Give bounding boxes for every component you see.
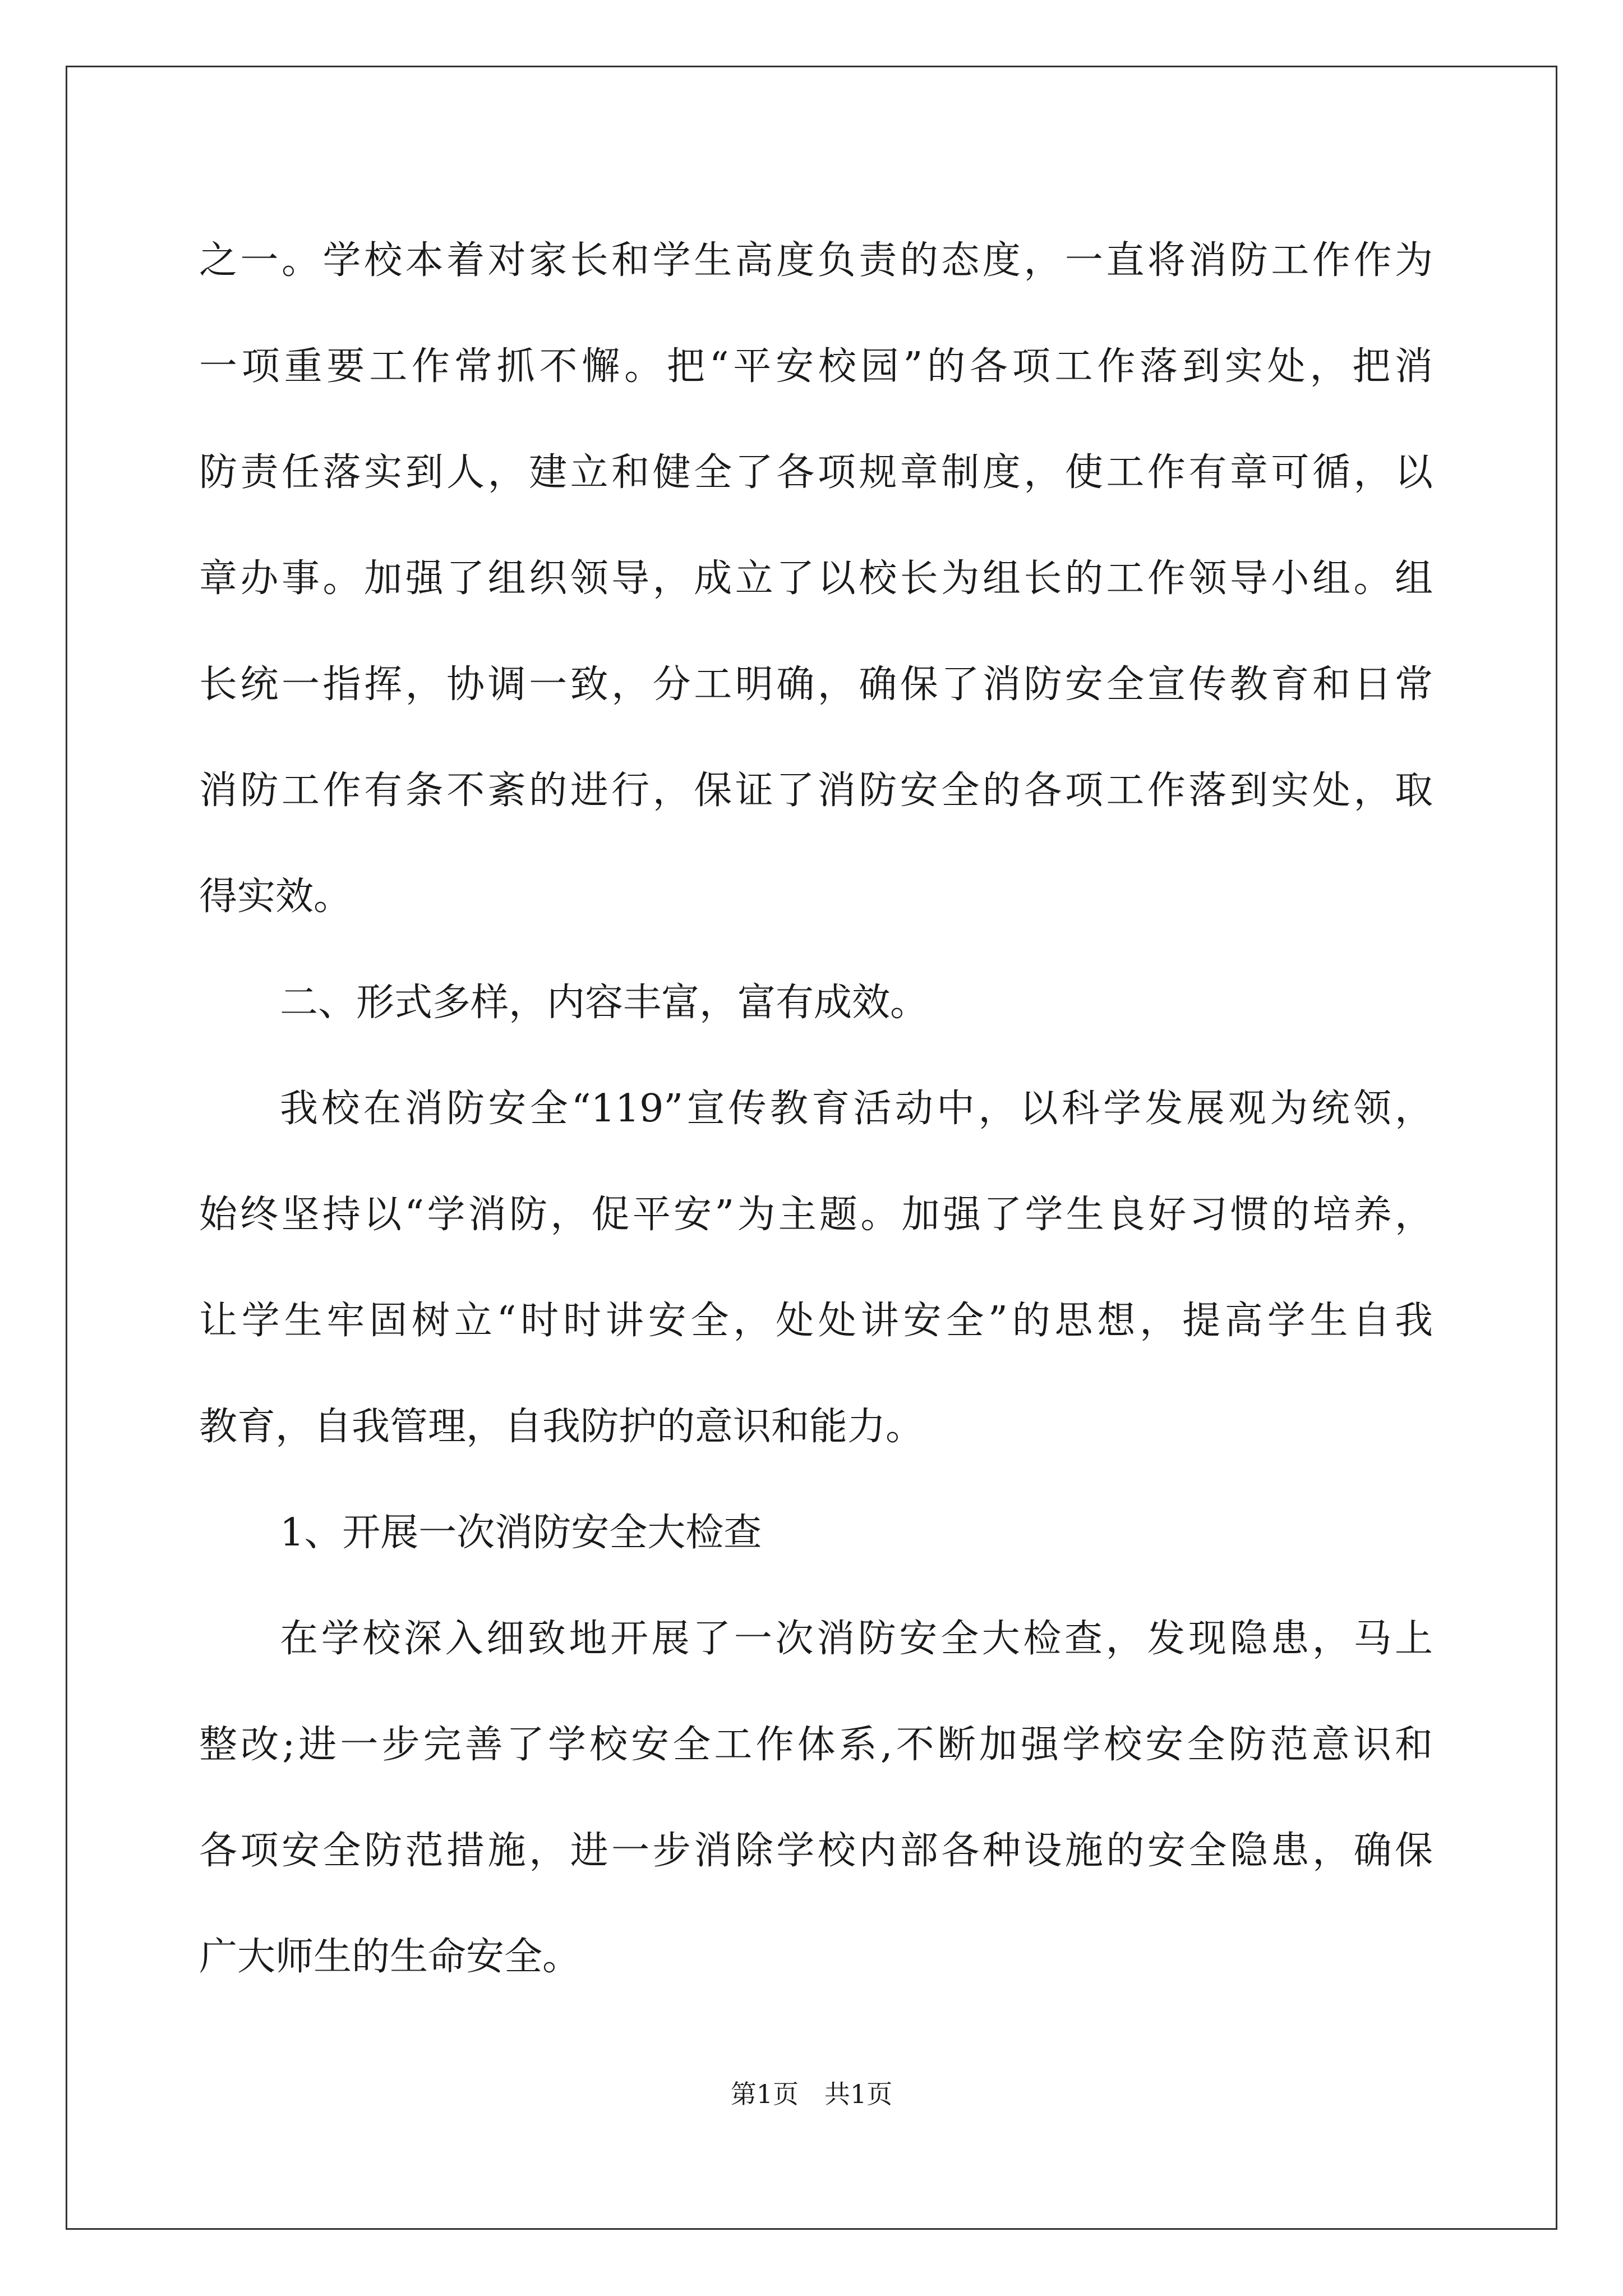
text-line-2: 一项重要工作常抓不懈。把“平安校园”的各项工作落到实处，把消 [199,344,1433,389]
text-line-1: 之一。学校本着对家长和学生高度负责的态度，一直将消防工作作为 [199,238,1433,283]
text-line-17: 广大师生的生命安全。 [199,1935,581,1979]
text-line-9: 我校在消防安全“119”宣传教育活动中，以科学发展观为统领， [280,1087,1433,1131]
text-line-11: 让学生牢固树立“时时讲安全，处处讲安全”的思想，提高学生自我 [199,1299,1433,1343]
text-line-14: 在学校深入细致地开展了一次消防安全大检查，发现隐患，马上 [280,1617,1433,1661]
section-heading-2: 二、形式多样，内容丰富，富有成效。 [280,981,929,1025]
text-line-16: 各项安全防范措施，进一步消除学校内部各种设施的安全隐患，确保 [199,1829,1433,1873]
text-line-12: 教育，自我管理，自我防护的意识和能力。 [199,1405,924,1449]
text-line-4: 章办事。加强了组织领导，成立了以校长为组长的工作领导小组。组 [199,556,1433,601]
page-number-footer: 第1页 共1页 [730,2079,893,2109]
document-body [199,208,1433,2010]
subsection-heading-1: 1、开展一次消防安全大检查 [280,1511,762,1555]
text-line-15: 整改;进一步完善了学校安全工作体系,不断加强学校安全防范意识和 [199,1723,1433,1767]
text-line-10: 始终坚持以“学消防，促平安”为主题。加强了学生良好习惯的培养， [199,1193,1433,1237]
text-line-7: 得实效。 [199,875,352,919]
text-line-6: 消防工作有条不紊的进行，保证了消防安全的各项工作落到实处，取 [199,769,1433,813]
text-line-5: 长统一指挥，协调一致，分工明确，确保了消防安全宣传教育和日常 [199,662,1433,707]
text-line-3: 防责任落实到人，建立和健全了各项规章制度，使工作有章可循，以 [199,450,1433,495]
